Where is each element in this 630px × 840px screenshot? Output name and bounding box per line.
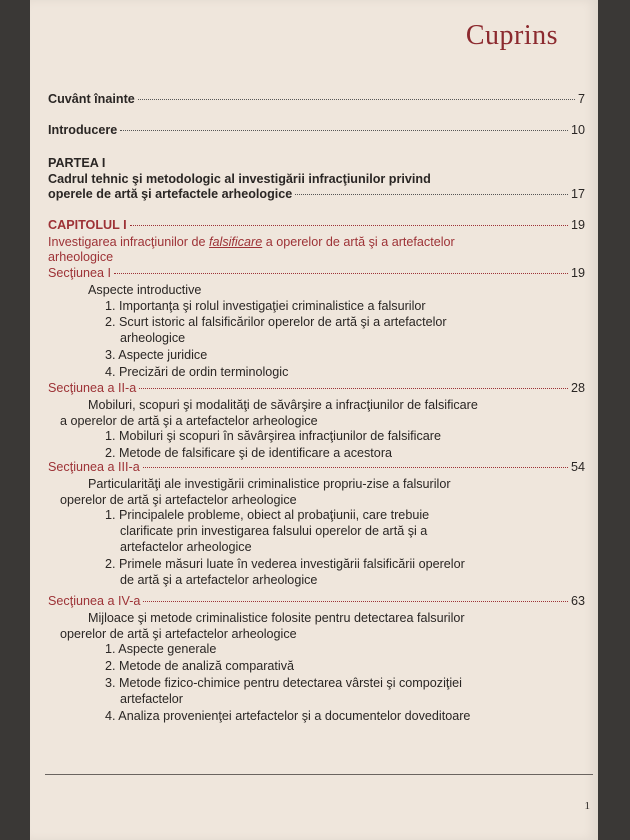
toc-entry[interactable]: [48, 186, 585, 202]
page-title: Cuprins: [465, 20, 558, 51]
subsection-item[interactable]: 1. Aspecte generale: [105, 642, 217, 657]
toc-page-number: 63: [570, 594, 585, 608]
section-entry[interactable]: [48, 265, 585, 281]
toc-entry[interactable]: [48, 122, 585, 138]
section-heading-line: operelor de artă şi artefactelor arheologice: [60, 626, 297, 641]
dot-leader: [114, 272, 568, 274]
toc-page-number: 28: [570, 381, 585, 395]
section-heading-line: Particularităţi ale investigării criminalistice propriu-zise a falsurilor: [88, 476, 451, 491]
toc-page-number: 19: [570, 266, 585, 280]
section-heading-line: Mijloace şi metode criminalistice folosite pentru detectarea falsurilor: [88, 610, 465, 625]
section-heading-line: Mobiluri, scopuri şi modalităţi de săvârşire a infracţiunilor de falsificare: [88, 397, 478, 412]
subsection-item[interactable]: clarificate prin investigarea falsului operelor de artă şi a: [120, 524, 428, 539]
toc-page-number: 54: [570, 460, 585, 474]
subsection-item[interactable]: de artă şi a artefactelor arheologice: [120, 572, 318, 587]
section-label: Secţiunea a II-a: [48, 381, 137, 395]
toc-entry-title: Cuvânt înainte: [48, 92, 135, 106]
subsection-item[interactable]: 2. Metode de falsificare şi de identificare a acestora: [105, 446, 393, 461]
section-label: Secţiunea a IV-a: [48, 594, 141, 608]
section-heading-line: Aspecte introductive: [88, 282, 202, 297]
dot-leader: [143, 600, 568, 602]
toc-page-number: 10: [570, 123, 585, 137]
toc-page-number: 17: [570, 187, 585, 201]
chapter-title-line2: arheologice: [48, 250, 114, 264]
dot-leader: [120, 129, 568, 131]
bottom-rule: [45, 774, 593, 775]
dot-leader: [130, 224, 568, 226]
toc-entry-title: Introducere: [48, 123, 118, 137]
subsection-item[interactable]: 3. Metode fizico-chimice pentru detectarea vârstei şi compoziţiei: [105, 676, 462, 690]
subsection-item[interactable]: 2. Metode de analiză comparativă: [105, 659, 295, 674]
watermark: [240, 375, 440, 435]
toc-page-number: 7: [577, 92, 585, 106]
subsection-item[interactable]: 4. Precizări de ordin terminologic: [105, 364, 289, 379]
subsection-item[interactable]: artefactelor arheologice: [120, 540, 252, 554]
subsection-item[interactable]: artefactelor: [120, 691, 183, 706]
part-title-line2: operele de artă şi artefactele arheologice: [48, 187, 293, 201]
toc-entry[interactable]: [48, 91, 585, 107]
part-title-line1: Cadrul tehnic şi metodologic al investigării infracţiunilor privind: [48, 172, 431, 186]
chapter-title-emphasis: falsificare: [209, 235, 263, 249]
section-entry[interactable]: [48, 593, 585, 609]
dot-leader: [295, 193, 568, 195]
chapter-entry[interactable]: [48, 217, 585, 233]
subsection-item[interactable]: 2. Scurt istoric al falsificărilor operelor de artă şi a artefactelor: [105, 315, 447, 330]
section-label: Secţiunea I: [48, 266, 112, 280]
section-label: Secţiunea a III-a: [48, 460, 140, 474]
chapter-label: CAPITOLUL I: [48, 218, 127, 232]
subsection-item[interactable]: arheologice: [120, 331, 186, 346]
dot-leader: [138, 98, 575, 100]
page-number: 1: [584, 800, 590, 812]
part-label: PARTEA I: [48, 156, 106, 170]
subsection-item[interactable]: 1. Principalele probleme, obiect al probaţiunii, care trebuie: [105, 508, 430, 523]
subsection-item[interactable]: 2. Primele măsuri luate în vederea investigării falsificării operelor: [105, 556, 465, 571]
section-heading-line: a operelor de artă şi a artefactelor arheologice: [60, 413, 318, 428]
subsection-item[interactable]: 1. Mobiluri şi scopuri în săvârşirea infracţiunilor de falsificare: [105, 429, 441, 444]
subsection-item[interactable]: 4. Analiza provenienţei artefactelor şi a documentelor doveditoare: [105, 708, 471, 723]
subsection-item[interactable]: 1. Importanţa şi rolul investigaţiei criminalistice a falsurilor: [105, 298, 426, 313]
subsection-item[interactable]: 3. Aspecte juridice: [105, 348, 208, 362]
section-entry[interactable]: [48, 459, 585, 475]
dot-leader: [143, 466, 568, 468]
section-heading-line: operelor de artă şi artefactelor arheologice: [60, 492, 297, 507]
toc-page-number: 19: [570, 218, 585, 232]
book-page: [30, 0, 598, 840]
chapter-title-line1: Investigarea infracţiunilor de falsificare a operelor de artă şi a artefactelor: [48, 235, 455, 249]
